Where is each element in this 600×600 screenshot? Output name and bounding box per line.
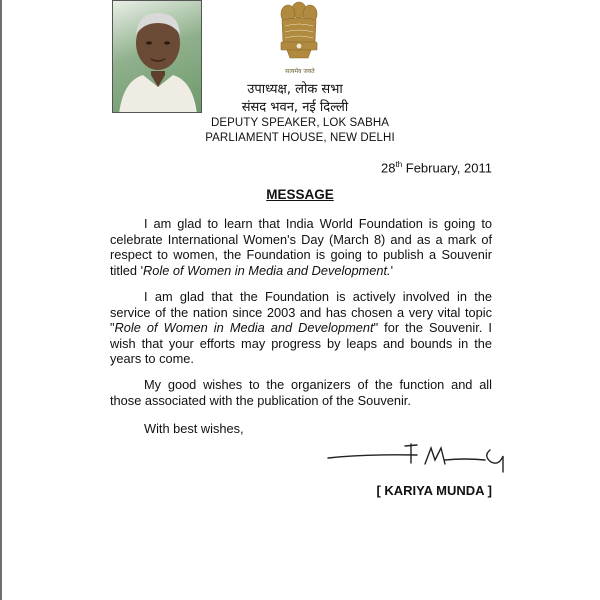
message-heading: MESSAGE bbox=[266, 187, 334, 202]
page-left-border bbox=[0, 0, 2, 600]
closing-text: With best wishes, bbox=[144, 421, 244, 436]
message-paragraph-3 bbox=[110, 377, 492, 408]
title-hindi-line2: संसद भवन, नई दिल्ली bbox=[241, 100, 349, 115]
paragraph1-text-after: ' bbox=[390, 262, 394, 278]
date-rest: February, 2011 bbox=[402, 160, 492, 176]
handwritten-signature-icon bbox=[325, 436, 515, 476]
letter-date bbox=[381, 160, 492, 175]
title-english-line1: DEPUTY SPEAKER, LOK SABHA bbox=[210, 117, 390, 129]
paragraph2-text-before: I am glad that the Foundation is actively involved in the service of the nation since 2003 and has chosen a very vital topic " bbox=[110, 289, 492, 335]
paragraph2-text-after: " for the Souvenir. I wish that your efforts may progress by leaps and bounds in the years to come. bbox=[110, 320, 492, 366]
date-suffix: th bbox=[395, 160, 403, 169]
portrait-icon bbox=[113, 1, 202, 113]
message-paragraph-1 bbox=[110, 216, 492, 278]
paragraph2-title: Role of Women in Media and Development bbox=[114, 320, 374, 335]
paragraph1-title: Role of Women in Media and Development. bbox=[143, 262, 391, 278]
paragraph3-text: My good wishes to the organizers of the function and all those associated with the publication of the Souvenir. bbox=[110, 377, 492, 408]
title-english-line2: PARLIAMENT HOUSE, NEW DELHI bbox=[205, 132, 395, 144]
emblem-motto: सत्यमेव जयते bbox=[285, 68, 315, 75]
message-paragraph-2 bbox=[110, 289, 492, 367]
signatory-name: [ KARIYA MUNDA ] bbox=[376, 483, 492, 498]
paragraph1-text-before: I am glad to learn that India World Foundation is going to celebrate International Women's Day (March 8) and as a mark of respect to women, the Foundation is going to publish a Souvenir titled ' bbox=[110, 216, 492, 278]
message-closing bbox=[110, 421, 492, 437]
title-hindi-line1: उपाध्यक्ष, लोक सभा bbox=[247, 82, 343, 97]
portrait-photo bbox=[112, 0, 202, 113]
date-day: 28 bbox=[381, 160, 396, 176]
